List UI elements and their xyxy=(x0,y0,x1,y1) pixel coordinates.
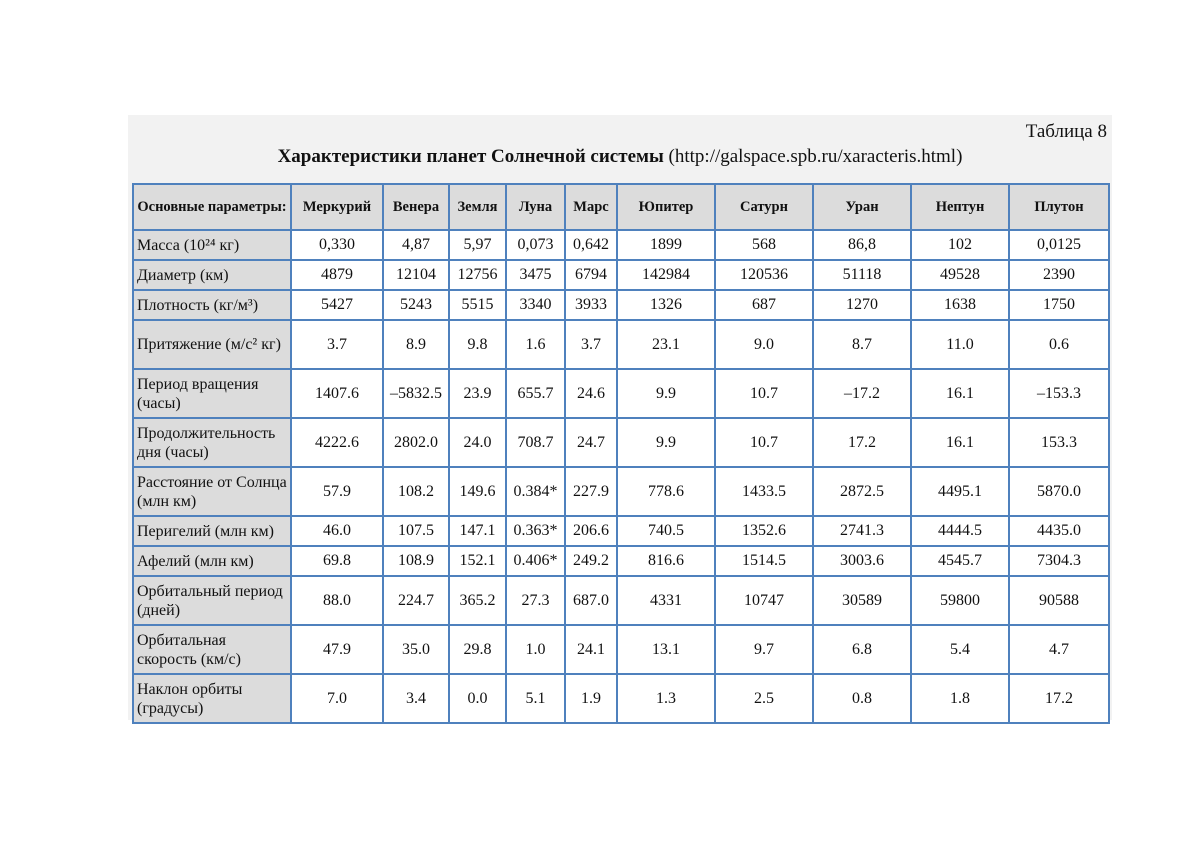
table-cell: 4331 xyxy=(617,576,715,625)
table-cell: 9.0 xyxy=(715,320,813,369)
table-cell: 5.4 xyxy=(911,625,1009,674)
table-cell: 7.0 xyxy=(291,674,383,723)
table-cell: 24.6 xyxy=(565,369,617,418)
table-cell: 10.7 xyxy=(715,369,813,418)
table-cell: 17.2 xyxy=(1009,674,1109,723)
table-cell: 568 xyxy=(715,230,813,260)
table-cell: 108.2 xyxy=(383,467,449,516)
table-cell: 7304.3 xyxy=(1009,546,1109,576)
table-cell: 3.7 xyxy=(291,320,383,369)
table-cell: 30589 xyxy=(813,576,911,625)
row-label: Диаметр (км) xyxy=(133,260,291,290)
table-row xyxy=(133,546,1109,576)
table-cell: 687 xyxy=(715,290,813,320)
table-cell: 24.1 xyxy=(565,625,617,674)
caption-title: Характеристики планет Солнечной системы xyxy=(277,146,664,167)
table-cell: 8.9 xyxy=(383,320,449,369)
table-cell: 12756 xyxy=(449,260,506,290)
header-cell: Основные параметры: xyxy=(133,184,291,230)
table-cell: 120536 xyxy=(715,260,813,290)
table-row xyxy=(133,260,1109,290)
table-cell: 1638 xyxy=(911,290,1009,320)
table-cell: 86,8 xyxy=(813,230,911,260)
table-cell: 1407.6 xyxy=(291,369,383,418)
header-cell: Марс xyxy=(565,184,617,230)
table-cell: 5,97 xyxy=(449,230,506,260)
table-cell: 107.5 xyxy=(383,516,449,546)
table-cell: 29.8 xyxy=(449,625,506,674)
table-cell: 23.9 xyxy=(449,369,506,418)
table-cell: 1.6 xyxy=(506,320,565,369)
table-cell: 4545.7 xyxy=(911,546,1009,576)
table-cell: 152.1 xyxy=(449,546,506,576)
table-row xyxy=(133,290,1109,320)
table-cell: 224.7 xyxy=(383,576,449,625)
table-caption xyxy=(128,146,1112,168)
table-row xyxy=(133,418,1109,467)
table-cell: 1352.6 xyxy=(715,516,813,546)
table-cell: 227.9 xyxy=(565,467,617,516)
table-cell: –5832.5 xyxy=(383,369,449,418)
table-cell: 46.0 xyxy=(291,516,383,546)
table-cell: 0.0 xyxy=(449,674,506,723)
table-cell: 0.8 xyxy=(813,674,911,723)
table-cell: 0.6 xyxy=(1009,320,1109,369)
planet-characteristics-table xyxy=(132,183,1110,724)
table-cell: 2390 xyxy=(1009,260,1109,290)
table-cell: 16.1 xyxy=(911,369,1009,418)
table-cell: 5.1 xyxy=(506,674,565,723)
table-cell: 3475 xyxy=(506,260,565,290)
document-panel xyxy=(128,115,1112,720)
table-cell: 3933 xyxy=(565,290,617,320)
table-cell: 1514.5 xyxy=(715,546,813,576)
table-row xyxy=(133,625,1109,674)
header-cell: Юпитер xyxy=(617,184,715,230)
table-cell: 149.6 xyxy=(449,467,506,516)
table-cell: 249.2 xyxy=(565,546,617,576)
table-cell: 1899 xyxy=(617,230,715,260)
table-cell: 1.3 xyxy=(617,674,715,723)
row-label: Орбитальная скорость (км/с) xyxy=(133,625,291,674)
table-cell: 3.4 xyxy=(383,674,449,723)
table-cell: 4879 xyxy=(291,260,383,290)
table-cell: 5870.0 xyxy=(1009,467,1109,516)
table-cell: 3003.6 xyxy=(813,546,911,576)
table-cell: 0.384* xyxy=(506,467,565,516)
header-cell: Меркурий xyxy=(291,184,383,230)
row-label: Расстояние от Солнца (млн км) xyxy=(133,467,291,516)
table-number: Таблица 8 xyxy=(1025,121,1107,142)
table-cell: 4,87 xyxy=(383,230,449,260)
caption-source-link: (http://galspace.spb.ru/xaracteris.html) xyxy=(663,146,963,167)
table-cell: 4444.5 xyxy=(911,516,1009,546)
table-cell: 153.3 xyxy=(1009,418,1109,467)
table-cell: 740.5 xyxy=(617,516,715,546)
table-cell: 90588 xyxy=(1009,576,1109,625)
table-cell: 4435.0 xyxy=(1009,516,1109,546)
table-cell: 1.0 xyxy=(506,625,565,674)
table-cell: 816.6 xyxy=(617,546,715,576)
table-row xyxy=(133,467,1109,516)
table-cell: 27.3 xyxy=(506,576,565,625)
table-row xyxy=(133,576,1109,625)
table-cell: 365.2 xyxy=(449,576,506,625)
table-cell: 24.0 xyxy=(449,418,506,467)
table-cell: 5515 xyxy=(449,290,506,320)
table-cell: 51118 xyxy=(813,260,911,290)
table-cell: 9.9 xyxy=(617,369,715,418)
row-label: Наклон орбиты (градусы) xyxy=(133,674,291,723)
table-cell: 6.8 xyxy=(813,625,911,674)
table-row xyxy=(133,516,1109,546)
table-cell: 49528 xyxy=(911,260,1009,290)
table-row xyxy=(133,230,1109,260)
table-cell: 57.9 xyxy=(291,467,383,516)
table-cell: 687.0 xyxy=(565,576,617,625)
table-cell: 655.7 xyxy=(506,369,565,418)
row-label: Период вращения (часы) xyxy=(133,369,291,418)
table-cell: 4222.6 xyxy=(291,418,383,467)
table-cell: 35.0 xyxy=(383,625,449,674)
table-cell: 0,642 xyxy=(565,230,617,260)
row-label: Притяжение (м/с² кг) xyxy=(133,320,291,369)
table-cell: 1326 xyxy=(617,290,715,320)
table-cell: 69.8 xyxy=(291,546,383,576)
table-cell: –153.3 xyxy=(1009,369,1109,418)
header-cell: Уран xyxy=(813,184,911,230)
table-cell: 0,0125 xyxy=(1009,230,1109,260)
table-cell: 3.7 xyxy=(565,320,617,369)
table-cell: 1.9 xyxy=(565,674,617,723)
table-row xyxy=(133,320,1109,369)
table-cell: 147.1 xyxy=(449,516,506,546)
table-cell: 708.7 xyxy=(506,418,565,467)
header-cell: Земля xyxy=(449,184,506,230)
table-cell: 10.7 xyxy=(715,418,813,467)
table-row xyxy=(133,674,1109,723)
table-cell: 24.7 xyxy=(565,418,617,467)
table-row xyxy=(133,369,1109,418)
table-cell: 1750 xyxy=(1009,290,1109,320)
table-cell: 2802.0 xyxy=(383,418,449,467)
table-cell: 9.9 xyxy=(617,418,715,467)
table-cell: 0,073 xyxy=(506,230,565,260)
table-cell: 47.9 xyxy=(291,625,383,674)
table-cell: 2.5 xyxy=(715,674,813,723)
table-cell: 1433.5 xyxy=(715,467,813,516)
table-cell: 5243 xyxy=(383,290,449,320)
table-cell: 12104 xyxy=(383,260,449,290)
header-cell: Нептун xyxy=(911,184,1009,230)
table-cell: 23.1 xyxy=(617,320,715,369)
table-cell: 17.2 xyxy=(813,418,911,467)
table-cell: 0.363* xyxy=(506,516,565,546)
table-cell: 1270 xyxy=(813,290,911,320)
row-label: Плотность (кг/м³) xyxy=(133,290,291,320)
table-cell: 13.1 xyxy=(617,625,715,674)
table-cell: 9.7 xyxy=(715,625,813,674)
table-cell: 11.0 xyxy=(911,320,1009,369)
table-cell: 4495.1 xyxy=(911,467,1009,516)
row-label: Афелий (млн км) xyxy=(133,546,291,576)
table-cell: 59800 xyxy=(911,576,1009,625)
table-cell: 108.9 xyxy=(383,546,449,576)
table-cell: 142984 xyxy=(617,260,715,290)
table-cell: 4.7 xyxy=(1009,625,1109,674)
table-cell: 9.8 xyxy=(449,320,506,369)
header-row xyxy=(133,184,1109,230)
table-cell: 6794 xyxy=(565,260,617,290)
header-cell: Луна xyxy=(506,184,565,230)
table-cell: 10747 xyxy=(715,576,813,625)
table-cell: 2741.3 xyxy=(813,516,911,546)
header-cell: Венера xyxy=(383,184,449,230)
table-cell: 5427 xyxy=(291,290,383,320)
table-cell: 3340 xyxy=(506,290,565,320)
header-cell: Плутон xyxy=(1009,184,1109,230)
row-label: Продолжительность дня (часы) xyxy=(133,418,291,467)
table-cell: 88.0 xyxy=(291,576,383,625)
table-cell: 1.8 xyxy=(911,674,1009,723)
row-label: Перигелий (млн км) xyxy=(133,516,291,546)
table-cell: –17.2 xyxy=(813,369,911,418)
table-cell: 8.7 xyxy=(813,320,911,369)
table-cell: 16.1 xyxy=(911,418,1009,467)
table-cell: 2872.5 xyxy=(813,467,911,516)
table-cell: 778.6 xyxy=(617,467,715,516)
table-cell: 0.406* xyxy=(506,546,565,576)
header-cell: Сатурн xyxy=(715,184,813,230)
row-label: Масса (10²⁴ кг) xyxy=(133,230,291,260)
row-label: Орбитальный период (дней) xyxy=(133,576,291,625)
table-cell: 102 xyxy=(911,230,1009,260)
table-cell: 0,330 xyxy=(291,230,383,260)
table-cell: 206.6 xyxy=(565,516,617,546)
